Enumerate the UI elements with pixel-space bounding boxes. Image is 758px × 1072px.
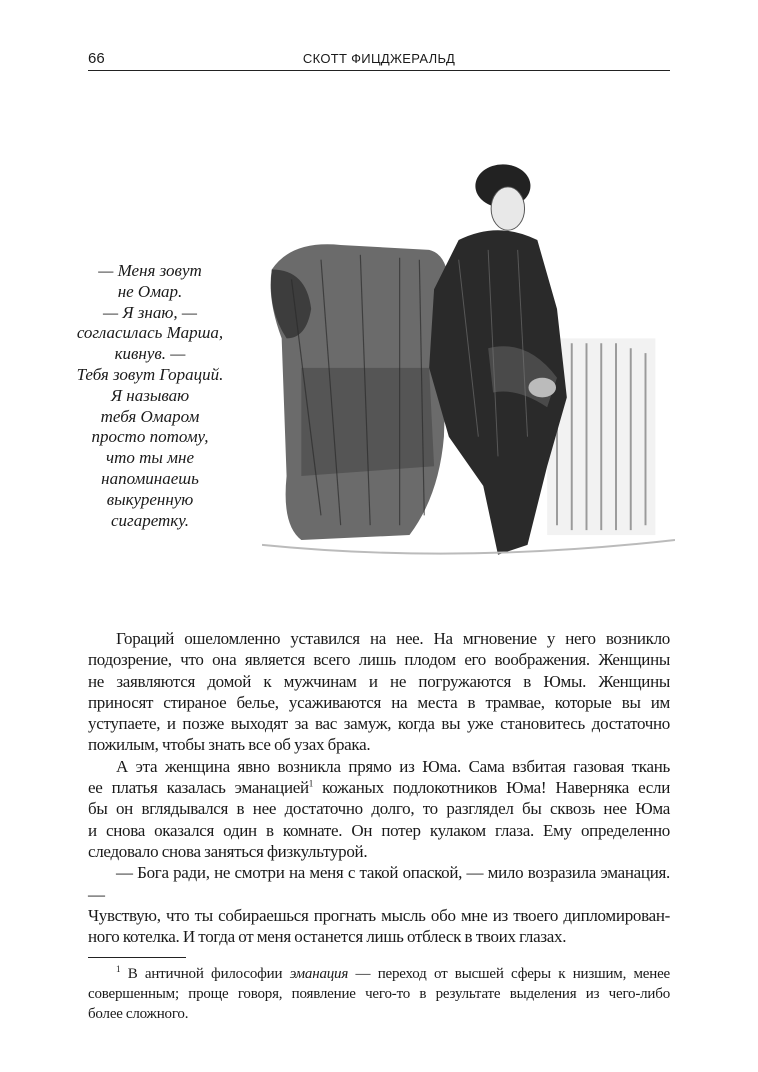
text-flow bbox=[88, 628, 670, 1024]
text-line bbox=[88, 777, 670, 798]
caption-line: — Я знаю, — bbox=[103, 302, 197, 322]
caption-line: просто потому, bbox=[91, 427, 209, 447]
footnote-text: В античной философии bbox=[127, 966, 283, 983]
text-line: уступаете, и позже выходят за вас замуж, когда вы уже становитесь достаточно bbox=[88, 714, 670, 734]
footnote-text: — переход от высшей сферы к низшим, менее bbox=[355, 966, 670, 983]
footnote-term: эманация bbox=[289, 966, 349, 983]
text-line: подозрение, что она является всего лишь плодом его воображения. Женщины bbox=[88, 650, 670, 670]
illustration-caption bbox=[45, 261, 255, 531]
running-header bbox=[88, 50, 670, 71]
illustration-woman-in-armchair bbox=[262, 138, 675, 583]
text-line: ного котелка. И тогда от меня останется лишь отблеск в твоих глазах. bbox=[88, 927, 567, 947]
text-line: Чувствую, что ты собираешься прогнать мысль обо мне из твоего дипломирован- bbox=[88, 905, 670, 925]
text-line: пожилым, чтобы знать все об узах брака. bbox=[88, 735, 371, 755]
caption-line: кивнув. — bbox=[114, 344, 186, 364]
text-line: не заявляются домой к мужчинам и не погружаются в Юмы. Женщины bbox=[88, 671, 670, 691]
footnote-line: совершенным; проще говоря, появление чего-то в результате выделения из чего-либо bbox=[88, 986, 670, 1003]
caption-line: — Меня зовут bbox=[98, 261, 202, 280]
caption-line: Тебя зовут Гораций. bbox=[76, 364, 224, 384]
text-fragment: ее платья казалась эманацией bbox=[88, 778, 309, 798]
footnote-line bbox=[88, 964, 670, 984]
caption-line: Я называю bbox=[110, 385, 190, 405]
text-line: Гораций ошеломленно уставился на нее. На мгновение у него возникло bbox=[116, 629, 670, 648]
caption-line: согласилась Марша, bbox=[76, 323, 224, 343]
caption-line: выкуренную bbox=[106, 489, 194, 509]
woman-figure-sketch bbox=[429, 164, 567, 554]
footnote-divider bbox=[88, 957, 186, 958]
caption-line: сигаретку. bbox=[111, 510, 189, 530]
caption-line: напоминаешь bbox=[101, 468, 199, 488]
paragraph bbox=[88, 756, 670, 862]
text-fragment: кожаных подлокотников Юма! Наверняка если bbox=[322, 778, 671, 798]
text-line: приносят стираное белье, усаживаются на места в трамвае, которые вы им bbox=[88, 692, 670, 712]
caption-line: тебя Омаром bbox=[100, 406, 200, 426]
text-line: А эта женщина явно возникла прямо из Юма. Сама взбитая газовая ткань bbox=[116, 756, 670, 776]
paragraph bbox=[88, 628, 670, 756]
text-line: — Бога ради, не смотри на меня с такой опаской, — мило возразила эманация. — bbox=[88, 863, 670, 904]
paragraph bbox=[88, 862, 670, 947]
page-number: 66 bbox=[88, 50, 105, 67]
footnote bbox=[88, 964, 670, 1024]
footnote-line: более сложного. bbox=[88, 1006, 189, 1023]
footnote-marker: 1 bbox=[116, 964, 121, 975]
caption-line: не Омар. bbox=[117, 281, 183, 301]
text-line: следовало снова заняться физкультурой. bbox=[88, 841, 368, 861]
caption-line: что ты мне bbox=[105, 448, 194, 468]
text-line: бы он вглядывался в нее достаточно долго, то разглядел бы сквозь нее Юма bbox=[88, 799, 670, 819]
running-title: СКОТТ ФИЦДЖЕРАЛЬД bbox=[302, 51, 456, 66]
armchair-sketch bbox=[271, 244, 449, 540]
text-line: и снова оказался один в комнате. Он потер кулаком глаза. Ему определенно bbox=[88, 820, 670, 840]
floor-sketch bbox=[262, 540, 675, 554]
body-text bbox=[88, 628, 670, 947]
footnote-ref[interactable]: 1 bbox=[308, 778, 313, 789]
